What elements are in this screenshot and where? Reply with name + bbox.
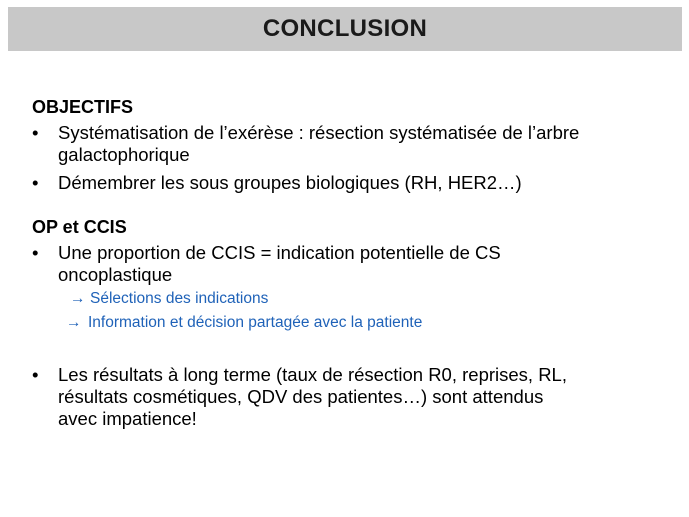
section-heading-objectifs: OBJECTIFS [32, 97, 134, 117]
bullet-item [32, 172, 672, 194]
arrow-right-icon: → [66, 314, 82, 331]
bullet-item [32, 242, 672, 286]
bullet-text-line: Démembrer les sous groupes biologiques (RH, HER2…) [58, 172, 522, 193]
bullet-marker: • [32, 242, 39, 263]
sub-item [32, 312, 672, 334]
slide-content [32, 96, 672, 430]
bullet-text-line: résultats cosmétiques, QDV des patientes…) sont attendus [58, 386, 544, 407]
bullet-text-line: Les résultats à long terme (taux de résection R0, reprises, RL, [58, 364, 567, 385]
bullet-marker: • [32, 122, 39, 143]
arrow-right-icon: → [70, 290, 86, 307]
sub-item-text: Sélections des indications [90, 290, 269, 307]
bullet-text-line: Une proportion de CCIS = indication potentielle de CS [58, 242, 501, 263]
bullet-text-line: oncoplastique [58, 264, 173, 285]
section-heading-op-ccis: OP et CCIS [32, 217, 127, 237]
sub-item [32, 288, 672, 310]
sub-item-text: Information et décision partagée avec la patiente [88, 314, 423, 331]
slide-title-bar [8, 7, 682, 51]
bullet-marker: • [32, 364, 39, 385]
bullet-text-line: Systématisation de l’exérèse : résection systématisée de l’arbre [58, 122, 580, 143]
bullet-marker: • [32, 172, 39, 193]
bullet-text-line: galactophorique [58, 144, 190, 165]
bullet-item [32, 364, 672, 430]
bullet-text-line: avec impatience! [58, 408, 197, 429]
slide-title: CONCLUSION [262, 15, 428, 42]
bullet-item [32, 122, 672, 166]
